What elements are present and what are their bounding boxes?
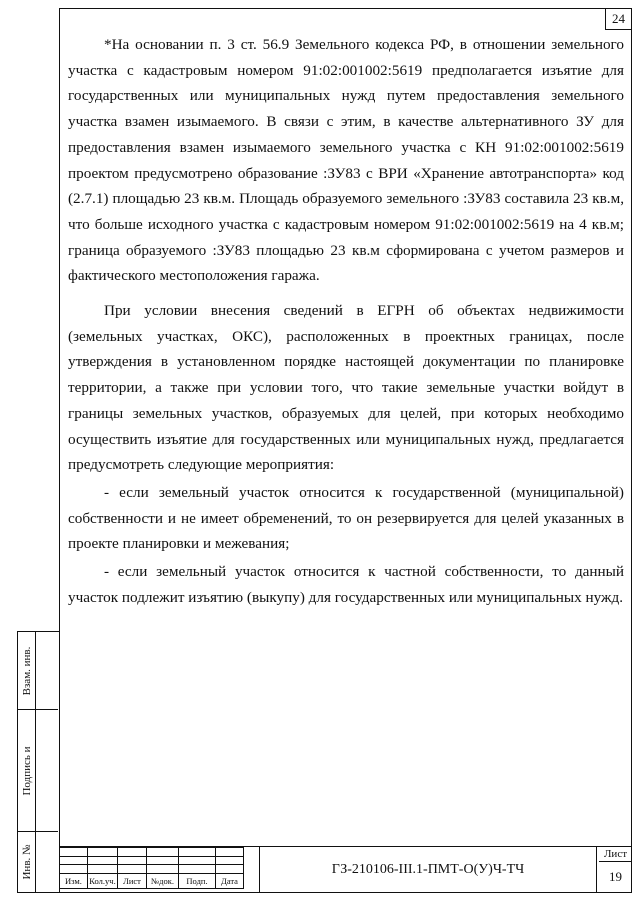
paragraph-4: - если земельный участок относится к частной собственности, то данный участок подлежит изъятию (выкупу) для государственных или муниципальных нужд. bbox=[68, 563, 624, 606]
document-body bbox=[68, 32, 624, 610]
revision-table bbox=[59, 847, 244, 889]
title-block bbox=[59, 846, 632, 893]
vzam-inv-label: Взам. инв. bbox=[20, 646, 33, 695]
vzam-inv-cell bbox=[18, 632, 58, 710]
podpis-label: Подпись и bbox=[20, 745, 33, 796]
paragraph-3: - если земельный участок относится к государственной (муниципальной) собственности и не имеет обременений, то он резервируется для целей указанных в проекте планировки и межевания; bbox=[68, 483, 624, 553]
col-podp: Подп. bbox=[179, 873, 216, 888]
paragraph-1: *На основании п. 3 ст. 56.9 Земельного кодекса РФ, в отношении земельного участка с кадастровым номером 91:02:001002:5619 предполагается изъятие для государственных или муниципальных нужд путем предоставления земельного участка взамен изымаемого. В связи с этим, в качестве альтернативного ЗУ для предоставления взамен изымаемого земельного участка с КН 91:02:001002:5619 проектом предусмотрено образование :ЗУ83 с ВРИ «Хранение автотранспорта» код (2.7.1) площадью 23 кв.м. Площадь образуемого земельного :ЗУ83 составила 23 кв.м, что больше исходного участка с кадастровым номером 91:02:001002:5619 на 4 кв.м; граница образуемого :ЗУ83 площадью 23 кв.м сформирована с учетом размеров и фактического местоположения гаража. bbox=[68, 36, 624, 285]
sheet-label: Лист bbox=[599, 847, 632, 862]
col-izm: Изм. bbox=[60, 873, 88, 888]
col-list: Лист bbox=[118, 873, 147, 888]
left-side-stamp bbox=[17, 631, 59, 893]
paragraph-2: При условии внесения сведений в ЕГРН об объектах недвижимости (земельных участках, ОКС), расположенных в проектных границах, после утверждения в установленном порядке настоящей документации по планировке территории, а также при условии того, что такие земельные участки войдут в границы земельных участков, образуемых для целей, при которых необходимо осуществить изъятие для государственных или муниципальных нужд, предлагается предусмотреть следующие мероприятия: bbox=[68, 302, 624, 474]
podpis-cell bbox=[18, 710, 58, 832]
col-data: Дата bbox=[216, 873, 244, 888]
sheet-number: 19 bbox=[609, 869, 622, 884]
page-number: 24 bbox=[605, 9, 631, 30]
inv-label: Инв. № bbox=[20, 844, 33, 880]
document-code: ГЗ-210106-III.1-ПМТ-О(У)Ч-ТЧ bbox=[259, 847, 597, 892]
col-kolvo: Кол.уч. bbox=[88, 873, 118, 888]
inv-cell bbox=[18, 832, 58, 892]
col-ndok: №док. bbox=[147, 873, 179, 888]
